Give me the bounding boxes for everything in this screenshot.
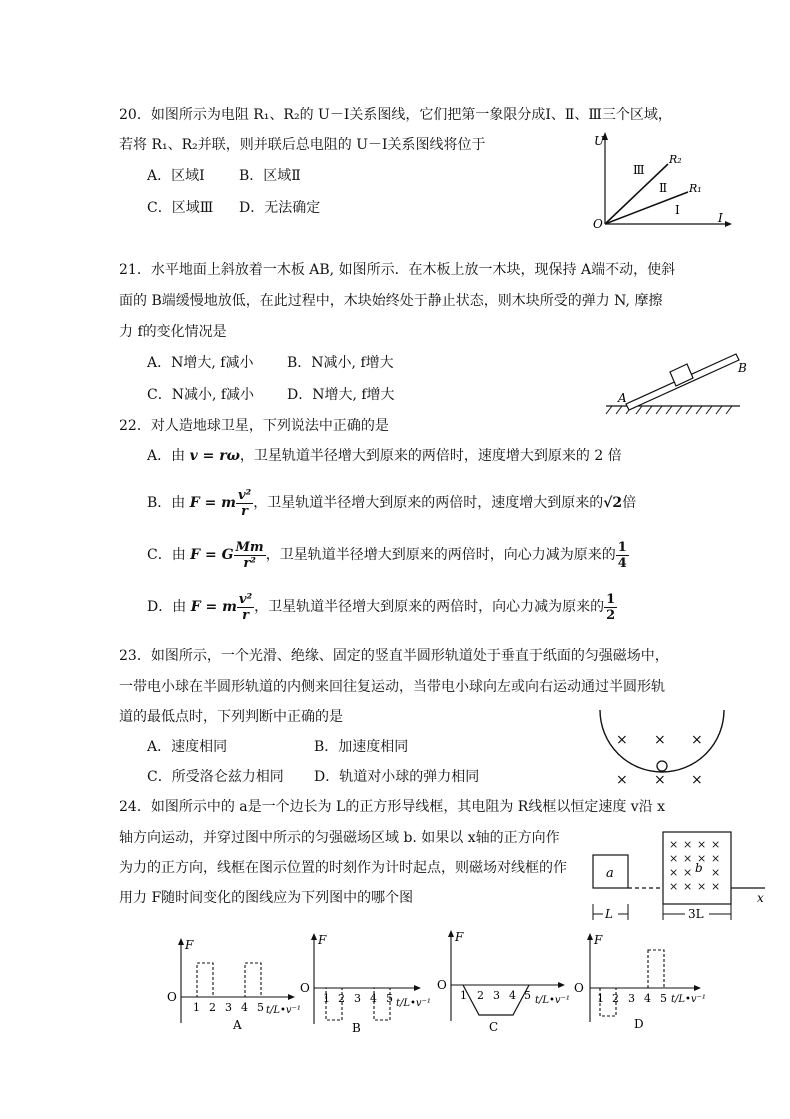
q20-line2: 若将 R₁、R₂并联，则并联后总电阻的 U－I关系图线将位于 (119, 137, 486, 153)
q24-line2: 轴方向运动，并穿过图中所示的匀强磁场区域 b. 如果以 x轴的正方向作 (119, 830, 560, 846)
field-cross: × (616, 772, 628, 788)
q21-option-d: D．N增大, f增大 (287, 387, 395, 403)
tick-4: 4 (644, 992, 651, 1005)
q23-line2: 一带电小球在半圆形轨道的内侧来回往复运动，当带电小球向左或向右运动通过半圆形轨 (119, 679, 665, 695)
charged-ball (657, 761, 667, 771)
length-3l-label: 3L (688, 907, 704, 921)
region-1-label: Ⅰ (675, 203, 680, 217)
q21-option-b: B．N减小, f增大 (287, 355, 394, 371)
q24-loop-field-figure (585, 828, 770, 926)
t-axis-label: t/L•v⁻¹ (671, 994, 706, 1005)
graph-label: A (233, 1018, 242, 1032)
tick-1: 1 (597, 992, 604, 1005)
region-2-label: Ⅱ (659, 181, 668, 195)
f-axis-label: F (185, 938, 194, 952)
tick-5: 5 (386, 992, 393, 1005)
field-cross: × (654, 732, 666, 748)
q21-line1: 21．水平地面上斜放着一木板 AB, 如图所示．在木板上放一木块，现保持 A端不动，使斜 (119, 262, 676, 278)
q24-line4: 用力 F随时间变化的图线应为下列图中的哪个图 (119, 890, 414, 906)
tick-1: 1 (323, 992, 330, 1005)
tick-2: 2 (612, 992, 619, 1005)
q21-option-c: C．N减小, f减小 (147, 387, 255, 403)
svg-text:×: × (697, 852, 707, 865)
graph-c (433, 927, 578, 1035)
t-axis-label: t/L•v⁻¹ (535, 995, 570, 1006)
tick-3: 3 (628, 992, 635, 1005)
length-l-label: L (605, 907, 613, 921)
q23-line3: 道的最低点时，下列判断中正确的是 (119, 709, 343, 725)
f-axis-label: F (594, 933, 603, 947)
origin-label: O (300, 981, 310, 995)
q20-ui-graph (585, 128, 735, 238)
t-axis-label: t/L•v⁻¹ (266, 1005, 301, 1016)
tick-4: 4 (509, 989, 516, 1002)
tick-2: 2 (338, 992, 345, 1005)
tick-5: 5 (660, 992, 667, 1005)
tick-3: 3 (354, 992, 361, 1005)
svg-text:×: × (683, 852, 693, 865)
q21-line2: 面的 B端缓慢地放低，在此过程中，木块始终处于静止状态，则木块所受的弹力 N, 摩擦 (119, 293, 663, 309)
q21-line3: 力 f的变化情况是 (119, 324, 227, 340)
graph-label: C (489, 1020, 499, 1034)
graph-b (296, 930, 436, 1035)
svg-text:×: × (669, 838, 679, 851)
graph-d (570, 930, 720, 1035)
svg-text:×: × (711, 852, 721, 865)
q21-incline-figure (600, 342, 760, 420)
formula-v-rw: v = rω (189, 448, 240, 464)
point-b-label: B (738, 361, 747, 375)
force-pulse-positive (648, 950, 664, 988)
q20-option-d: D．无法确定 (239, 200, 321, 216)
svg-text:×: × (669, 852, 679, 865)
f-axis-label: F (455, 930, 464, 944)
tick-3: 3 (225, 1001, 232, 1014)
t-axis-label: t/L•v⁻¹ (396, 998, 431, 1009)
graph-a (163, 935, 303, 1035)
origin-label: O (437, 978, 447, 992)
tick-1: 1 (460, 989, 467, 1002)
tick-4: 4 (241, 1001, 248, 1014)
svg-text:×: × (669, 880, 679, 893)
q20-line1: 20．如图所示为电阻 R₁、R₂的 U－I关系图线，它们把第一象限分成Ⅰ、Ⅱ、Ⅲ三个区域， (119, 107, 672, 123)
tick-1: 1 (193, 1001, 200, 1014)
tick-2: 2 (209, 1001, 216, 1014)
fraction-v2-over-r: $\frac{\text{v²}}{r}$ (238, 591, 253, 623)
q22-option-b: B．由 F = m $\frac{\text{v²}}{r}$ ，卫星轨道半径增大到原来的两倍时，速度增大到原来的√2倍 (147, 487, 637, 519)
u-axis-label: U (594, 134, 605, 148)
tick-4: 4 (370, 992, 377, 1005)
region-3-label: Ⅲ (633, 163, 645, 177)
origin-label: O (574, 981, 584, 995)
point-a-label: A (618, 391, 627, 405)
q23-semicircle-figure (596, 706, 731, 790)
origin-label: O (167, 990, 177, 1004)
field-cross: × (691, 772, 703, 788)
svg-text:×: × (697, 838, 707, 851)
r1-label: R₁ (689, 182, 702, 195)
q22-option-a: A．由 v = rω，卫星轨道半径增大到原来的两倍时，速度增大到原来的 2 倍 (147, 448, 622, 464)
tick-5: 5 (524, 989, 531, 1002)
loop-a-label: a (606, 866, 614, 881)
q23-line1: 23．如图所示，一个光滑、绝缘、固定的竖直半圆形轨道处于垂直于纸面的匀强磁场中， (119, 648, 669, 664)
q22-line1: 22．对人造地球卫星，下列说法中正确的是 (119, 418, 389, 434)
q20-option-c: C．区域Ⅲ (147, 200, 214, 216)
svg-text:×: × (711, 880, 721, 893)
field-cross: × (616, 732, 628, 748)
i-axis-label: I (718, 211, 723, 225)
f-axis-label: F (318, 933, 327, 947)
q23-option-b: B．加速度相同 (314, 739, 409, 755)
svg-text:×: × (669, 866, 679, 879)
field-cross: × (654, 772, 666, 788)
svg-text:×: × (711, 866, 721, 879)
force-pulse (245, 963, 261, 997)
svg-text:×: × (683, 838, 693, 851)
tick-2: 2 (477, 989, 484, 1002)
sqrt-2: √2 (603, 495, 623, 511)
fraction-one-quarter: $\frac{1}{4}$ (617, 539, 627, 571)
q20-option-a: A．区域Ⅰ (147, 168, 205, 184)
fraction-mm-over-r2: $\frac{Mm}{\text{r²}}$ (235, 539, 264, 571)
graph-label: B (352, 1021, 361, 1035)
svg-text:×: × (683, 866, 693, 879)
tick-5: 5 (257, 1001, 264, 1014)
q23-option-a: A．速度相同 (147, 739, 228, 755)
fraction-one-half: $\frac{1}{2}$ (606, 591, 616, 623)
svg-text:×: × (697, 880, 707, 893)
origin-label: O (593, 217, 603, 231)
r2-label: R₂ (669, 153, 682, 166)
field-b-label: b (695, 861, 703, 875)
q20-option-b: B．区域Ⅱ (239, 168, 301, 184)
tick-3: 3 (493, 989, 500, 1002)
q21-option-a: A．N增大, f减小 (147, 355, 254, 371)
q24-line3: 为力的正方向，线框在图示位置的时刻作为计时起点，则磁场对线框的作 (119, 860, 567, 876)
q22-option-c: C．由 F = G $\frac{Mm}{\text{r²}}$ ，卫星轨道半径增大到原来的两倍时，向心力减为原来的 $\frac{1}{4}$ (147, 539, 627, 571)
q22-option-d: D．由 F = m $\frac{\text{v²}}{r}$ ，卫星轨道半径增大到原来的两倍时，向心力减为原来的 $\frac{1}{2}$ (147, 591, 616, 623)
q23-option-d: D．轨道对小球的弹力相同 (314, 769, 480, 785)
svg-text:×: × (683, 880, 693, 893)
graph-label: D (634, 1017, 644, 1031)
q24-line1: 24．如图所示中的 a是一个边长为 L的正方形导线框，其电阻为 R线框以恒定速度 v沿 x (119, 799, 666, 815)
force-pulse (197, 963, 213, 997)
svg-text:×: × (711, 838, 721, 851)
field-cross: × (691, 732, 703, 748)
q23-option-c: C．所受洛仑兹力相同 (147, 769, 284, 785)
x-axis-label: x (757, 891, 764, 905)
fraction-v2-over-r: $\frac{\text{v²}}{r}$ (237, 487, 252, 519)
